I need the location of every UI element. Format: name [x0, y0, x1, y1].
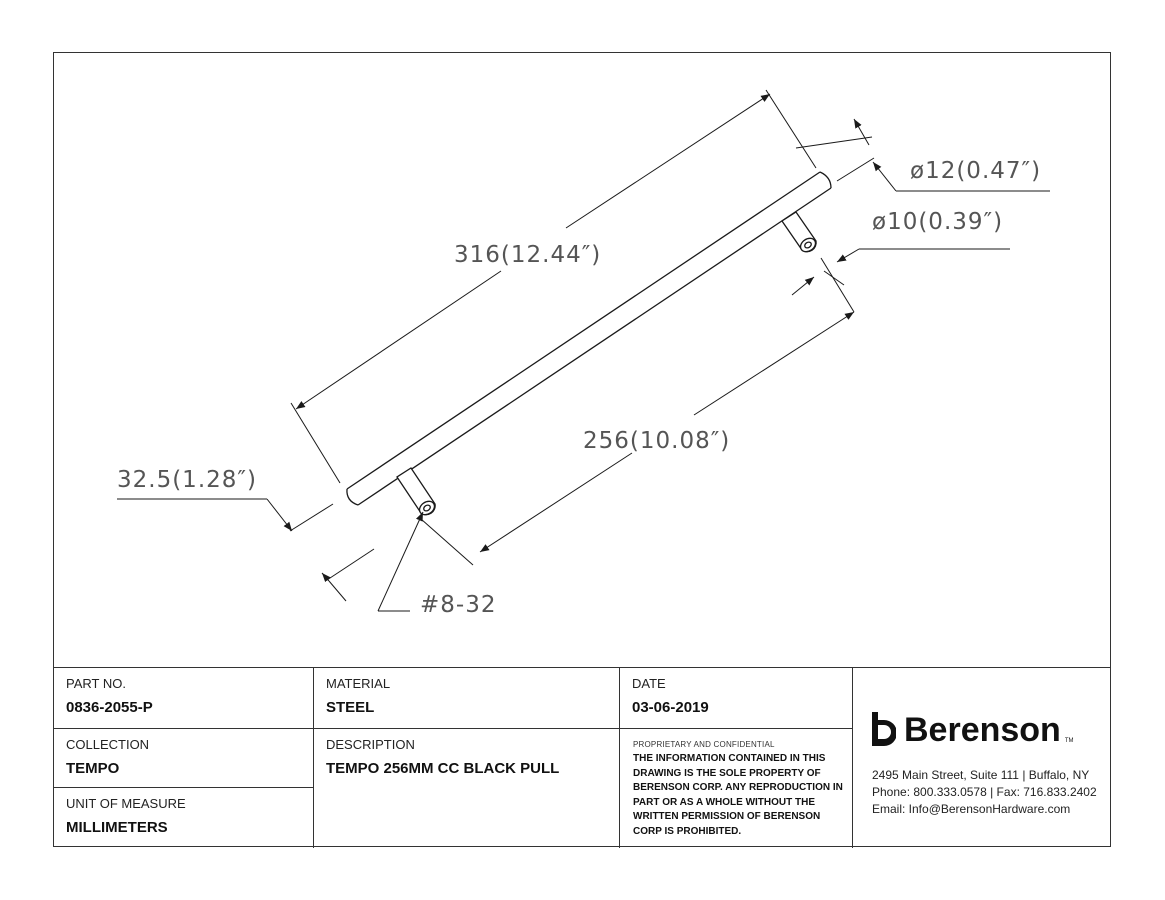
pull-bar	[347, 172, 831, 505]
collection-label: COLLECTION	[66, 737, 150, 752]
collection-cell	[54, 729, 313, 787]
notice-heading: PROPRIETARY AND CONFIDENTIAL	[633, 740, 775, 749]
title-block	[54, 667, 1110, 848]
company-email: Email: Info@BerensonHardware.com	[872, 802, 1071, 816]
material-label: MATERIAL	[326, 676, 391, 691]
part-no-label: PART NO.	[66, 676, 126, 691]
post-right	[782, 212, 818, 254]
dim-overall-length: 316(12.44″)	[454, 242, 602, 268]
technical-drawing	[54, 53, 1110, 665]
company-phone: Phone: 800.333.0578 | Fax: 716.833.2402	[872, 785, 1097, 799]
date-label: DATE	[632, 676, 666, 691]
trademark: TM	[1064, 738, 1074, 744]
part-no-cell	[54, 668, 313, 728]
dim-post-diameter: ø10(0.39″)	[872, 209, 1004, 235]
date-cell	[620, 668, 852, 728]
dim-thread: #8-32	[420, 592, 497, 618]
post-left	[397, 468, 437, 517]
notice-body: THE INFORMATION CONTAINED IN THIS DRAWING IS THE SOLE PROPERTY OF BERENSON CORP. ANY REPRODUCTION IN PART OR AS A WHOLE WITHOUT THE WRITTEN PERMISSION OF BERENSON CORP IS PROHIBITED.	[633, 753, 843, 837]
dim-projection: 32.5(1.28″)	[117, 467, 257, 493]
material-value: STEEL	[326, 699, 375, 716]
description-cell	[314, 729, 619, 848]
collection-value: TEMPO	[66, 760, 120, 777]
extension-lines	[290, 90, 874, 580]
unit-cell	[54, 788, 313, 848]
date-value: 03-06-2019	[632, 699, 709, 716]
drawing-sheet	[53, 52, 1111, 847]
company-name: Berenson	[904, 711, 1061, 749]
dim-outer-diameter: ø12(0.47″)	[910, 158, 1042, 184]
description-value: TEMPO 256MM CC BLACK PULL	[326, 760, 560, 777]
unit-label: UNIT OF MEASURE	[66, 796, 186, 811]
company-brand	[870, 708, 1074, 748]
company-address: 2495 Main Street, Suite 111 | Buffalo, NY	[872, 768, 1090, 782]
berenson-logo-icon	[870, 712, 896, 748]
dim-center-to-center: 256(10.08″)	[583, 428, 731, 454]
material-cell	[314, 668, 619, 728]
unit-value: MILLIMETERS	[66, 819, 168, 836]
part-no-value: 0836-2055-P	[66, 699, 153, 716]
description-label: DESCRIPTION	[326, 737, 415, 752]
divider	[852, 668, 853, 848]
